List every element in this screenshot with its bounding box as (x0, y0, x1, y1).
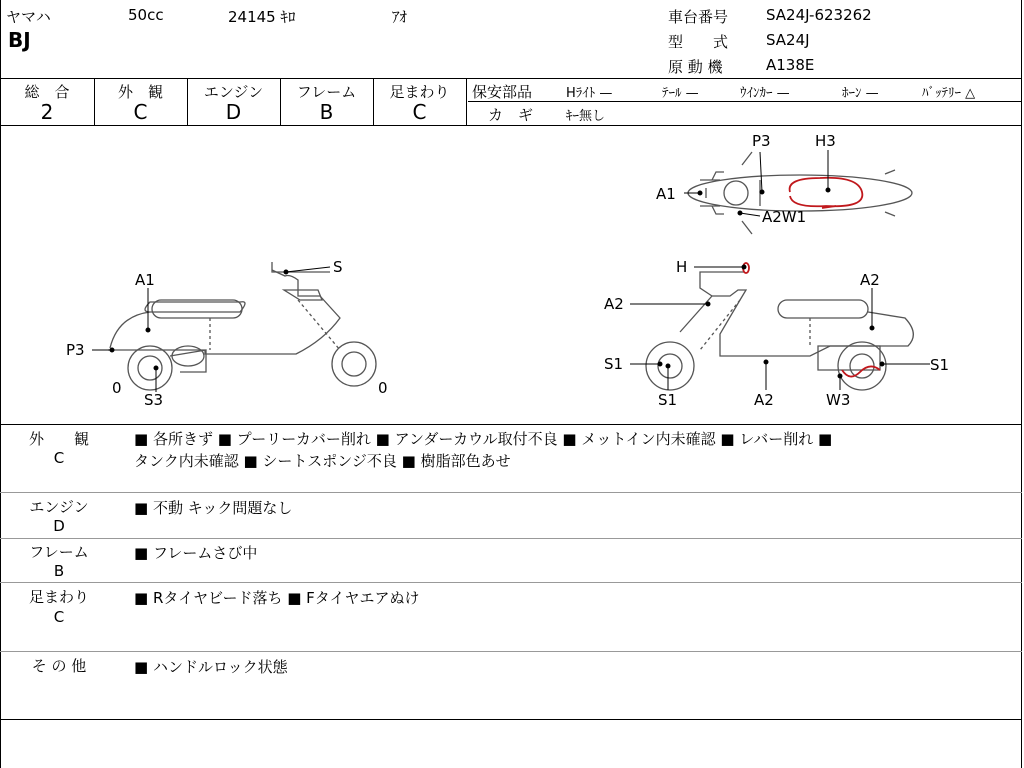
label-left-0a: 0 (112, 379, 122, 397)
note-exterior-line1: ■ 各所きず ■ プーリーカバー削れ ■ アンダーカウル取付不良 ■ メットイン内未確認 ■ レバー削れ ■ (134, 430, 833, 448)
engine-value: A138E (766, 56, 815, 74)
notes-bottom (0, 719, 1022, 720)
label-left-0b: 0 (378, 379, 388, 397)
displacement: 50cc (128, 6, 164, 24)
label-right-s1-bottom: S1 (658, 391, 678, 409)
frame-no-label: 車台番号 (668, 8, 729, 26)
key-value: ｷｰ無し (566, 109, 606, 124)
label-right-s1-rear: S1 (930, 356, 950, 374)
label-right-a2-front: A2 (604, 295, 624, 313)
grade-frame-label: フレーム (296, 83, 357, 101)
label-top-a2w1: A2W1 (762, 208, 807, 226)
frame-no: SA24J-623262 (766, 6, 872, 24)
grade-engine-value: D (225, 100, 242, 124)
note-frame-grade: B (53, 562, 65, 580)
model-name: BJ (8, 28, 31, 52)
note-exterior-grade: C (53, 449, 65, 467)
label-right-w3: W3 (826, 391, 851, 409)
label-top-h3: H3 (815, 132, 836, 150)
label-right-a2-rear: A2 (860, 271, 880, 289)
scooter-diagram (0, 126, 1022, 424)
label-top-p3: P3 (752, 132, 771, 150)
grade-table-top (0, 78, 1022, 79)
note-exterior-label: 外 観 (28, 430, 89, 448)
body-color: ｱｵ (392, 8, 408, 26)
type-value: SA24J (766, 31, 810, 49)
note-frame-label: フレーム (29, 543, 89, 561)
label-right-h: H (676, 258, 688, 276)
maker: ヤマハ (6, 8, 51, 26)
grade-suspension-label: 足まわり (389, 83, 450, 101)
safety-horn: ﾎｰﾝ — (842, 86, 879, 101)
grade-engine-label: エンジン (203, 83, 264, 101)
note-other-line1: ■ ハンドルロック状態 (134, 658, 288, 676)
grade-exterior-label: 外 観 (117, 83, 163, 101)
label-left-p3: P3 (66, 341, 85, 359)
grade-frame-value: B (319, 100, 334, 124)
grade-overall-value: 2 (40, 100, 54, 124)
label-left-a1: A1 (135, 271, 155, 289)
diagram-bottom (0, 424, 1022, 425)
key-label: カ ギ (488, 106, 534, 124)
note-engine-grade: D (53, 517, 65, 535)
safety-battery: ﾊﾞｯﾃﾘｰ △ (922, 86, 976, 101)
note-suspension-line1: ■ Rタイヤビード落ち ■ Fタイヤエアぬけ (134, 589, 420, 607)
safety-label: 保安部品 (472, 83, 533, 101)
safety-winker: ｳｲﾝｶｰ — (740, 86, 790, 101)
safety-headlight: Hﾗｲﾄ — (566, 86, 613, 101)
mileage: 24145 ｷﾛ (228, 8, 296, 26)
note-frame-line1: ■ フレームさび中 (134, 544, 258, 562)
note-suspension-grade: C (53, 608, 65, 626)
note-other-label: そ の 他 (31, 657, 87, 675)
grade-suspension-value: C (412, 100, 427, 124)
label-left-s: S (333, 258, 343, 276)
scooter-right-side-view (646, 272, 913, 390)
label-left-s3: S3 (144, 391, 164, 409)
grade-overall-label: 総 合 (24, 83, 70, 101)
label-top-a1: A1 (656, 185, 676, 203)
note-exterior-line2: タンク内未確認 ■ シートスポンジ不良 ■ 樹脂部色あせ (134, 452, 511, 470)
type-label: 型 式 (668, 33, 729, 51)
note-suspension-label: 足まわり (28, 588, 89, 606)
note-engine-label: エンジン (29, 498, 89, 516)
grade-exterior-value: C (133, 100, 148, 124)
safety-divider (468, 101, 1022, 102)
engine-label: 原 動 機 (668, 58, 723, 76)
label-right-s1-front: S1 (604, 355, 624, 373)
label-right-a2-bottom: A2 (754, 391, 774, 409)
note-engine-line1: ■ 不動 キック問題なし (134, 499, 293, 517)
safety-tail: ﾃｰﾙ — (662, 86, 699, 101)
